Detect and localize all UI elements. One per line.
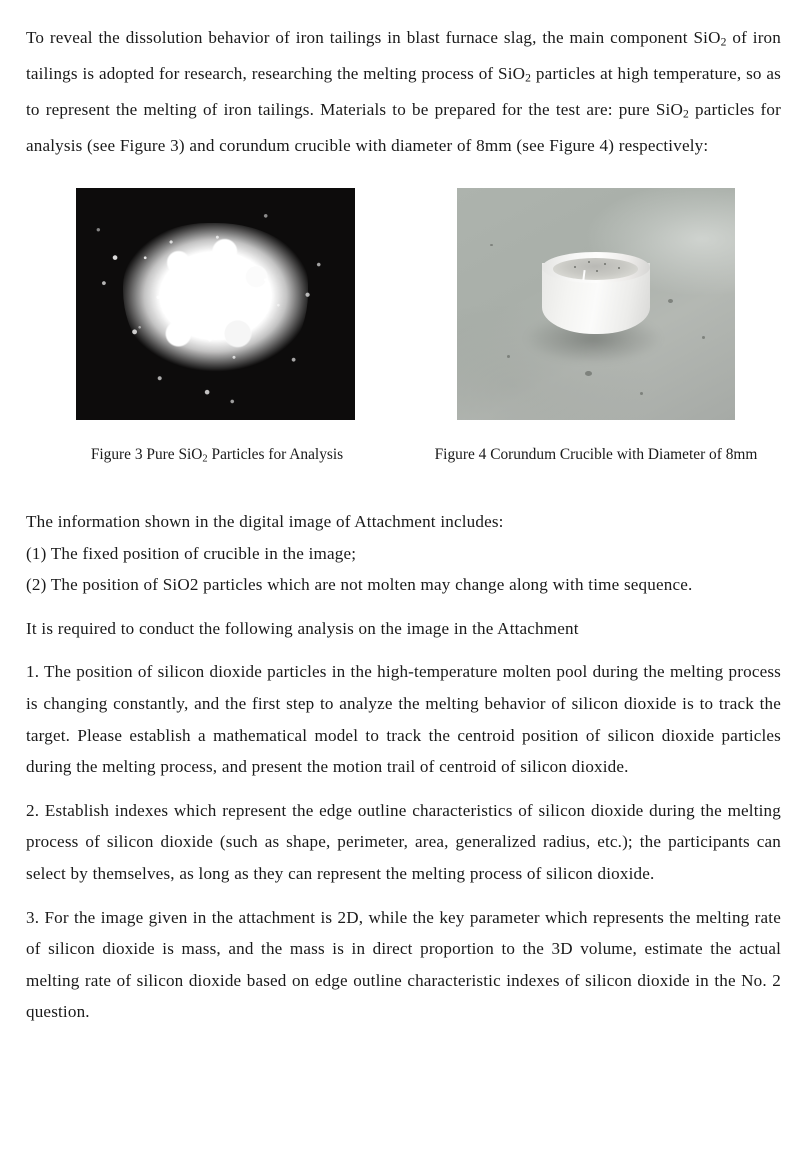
figure-4-caption-line-2: 8mm	[725, 446, 758, 464]
figure-4-caption-line-1: Figure 4 Corundum Crucible with Diameter of	[434, 446, 722, 464]
intro-paragraph	[26, 22, 781, 162]
sio2-subscript-3: 2	[682, 107, 689, 121]
spacer	[26, 644, 781, 656]
intro-line-1: To reveal the dissolution behavior of iron tailings in blast furnace slag, the main component	[26, 28, 688, 47]
spacer	[26, 890, 781, 902]
spacer	[26, 601, 781, 613]
corundum-crucible-photo	[457, 188, 735, 420]
info-item-2: (2) The position of SiO2 particles which are not molten may change along with time sequence.	[26, 575, 693, 595]
intro-line-2-c: particles	[531, 64, 596, 84]
crucible-cavity	[553, 258, 638, 280]
figure-3-image	[76, 188, 355, 420]
question-1: 1. The position of silicon dioxide particles in the high-temperature molten pool during the melting process is changing constantly, and the first step to analyze the melting behavior of silicon dioxide is to track the target. Please establish a mathematical model to track the centroid position of silicon dioxide particles during the melting process, and present the motion trail of centroid of silicon dioxide.	[26, 662, 781, 777]
figure-captions	[26, 440, 781, 506]
required-analysis-line: It is required to conduct the following analysis on the image in the Attachment	[26, 618, 579, 638]
figure-3-caption	[62, 440, 372, 473]
cavity-speck	[574, 266, 576, 268]
intro-line-3: at high temperature, so as to represent the melting of iron tailings. Materials to be prepared for	[26, 64, 781, 120]
figure-4-caption	[426, 440, 766, 469]
pure-sio2-particles-photo	[76, 188, 355, 420]
question-2: 2. Establish indexes which represent the edge outline characteristics of silicon dioxide during the melting process of silicon dioxide (such as shape, perimeter, area, generalized radius, etc.); the participants can select by themselves, as long as they can represent the melting process of silicon dioxide.	[26, 800, 781, 883]
cavity-speck	[588, 261, 590, 263]
figure-3-caption-subscript: 2	[202, 453, 208, 465]
sio2-subscript-2: 2	[525, 71, 532, 85]
figures-row	[26, 188, 781, 422]
intro-line-5: of 8mm (see Figure 4) respectively:	[456, 136, 709, 156]
info-item-1: (1) The fixed position of crucible in the image;	[26, 543, 357, 563]
scattered-particles	[76, 188, 355, 420]
intro-line-4-a: the test are: pure SiO	[528, 100, 683, 120]
sio2-subscript-1: 2	[720, 35, 727, 49]
figure-3-caption-b: Particles for Analysis	[207, 446, 344, 464]
intro-line-4-b: particles for analysis (see Figure 3) and corundum crucible with diameter	[26, 100, 781, 156]
info-header: The information shown in the digital image of Attachment includes:	[26, 512, 504, 532]
intro-line-2-a: SiO	[693, 28, 721, 47]
figure-3-caption-a: Figure 3 Pure SiO	[90, 446, 203, 464]
figure-4-image	[457, 188, 735, 420]
spacer	[26, 783, 781, 795]
question-3: 3. For the image given in the attachment is 2D, while the key parameter which represents the melting rate of silicon dioxide is mass, and the mass is in direct proportion to the 3D volume, estimate the actual melting rate of silicon dioxide based on edge outline characteristic indexes of silicon dioxide in the No. 2 question.	[26, 907, 781, 1022]
intro-line-2-b: of iron tailings is adopted for research, researching the melting process of SiO	[26, 28, 781, 84]
